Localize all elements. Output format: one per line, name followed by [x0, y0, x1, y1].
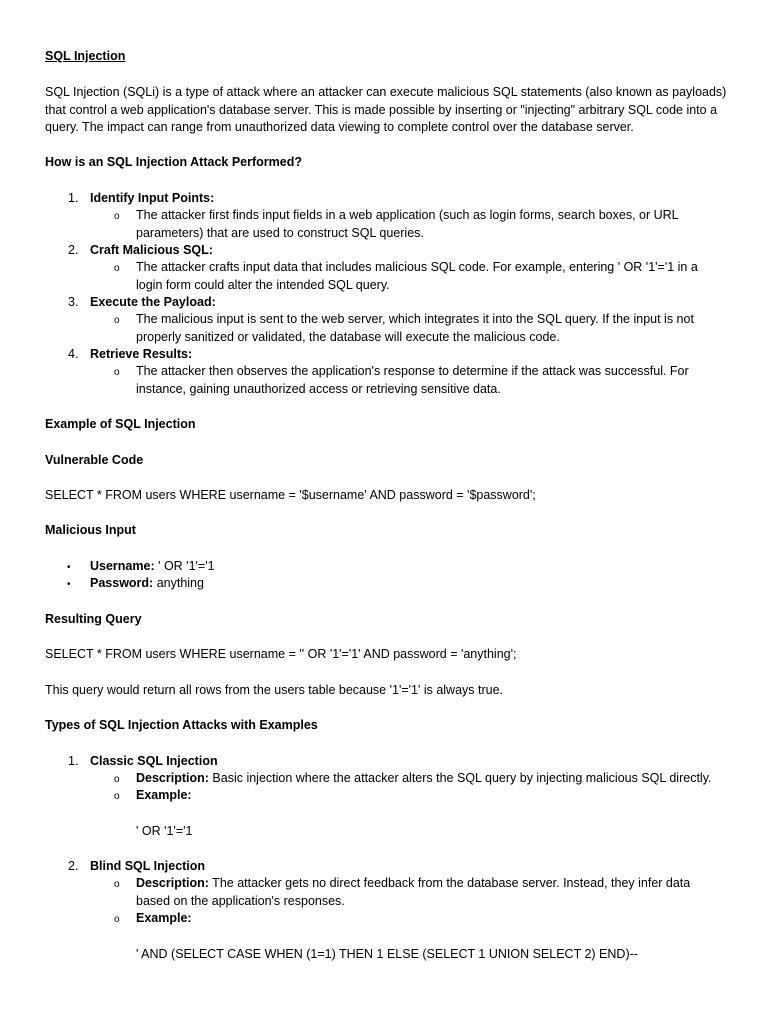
types-heading: Types of SQL Injection Attacks with Examples	[45, 718, 318, 732]
resulting-query-heading: Resulting Query	[45, 612, 142, 626]
circle-bullet-icon: o	[114, 774, 120, 785]
type-number: 2.	[68, 859, 79, 873]
step-title: Craft Malicious SQL:	[90, 243, 213, 257]
type-description	[136, 875, 726, 910]
step-title: Retrieve Results:	[90, 347, 193, 361]
resulting-query-note: This query would return all rows from the users table because '1'='1' is always true.	[45, 683, 504, 697]
type-title: Classic SQL Injection	[90, 754, 218, 768]
circle-bullet-icon: o	[114, 263, 120, 274]
step-description: The attacker first finds input fields in a web application (such as login forms, search boxes, or URL parameters) that are used to construct SQL queries.	[136, 208, 679, 240]
step-number: 4.	[68, 347, 79, 361]
circle-bullet-icon: o	[114, 211, 120, 222]
input-label: Password:	[90, 576, 154, 590]
step-title: Identify Input Points:	[90, 191, 215, 205]
step-number: 2.	[68, 243, 79, 257]
input-value: anything	[153, 576, 204, 590]
type-number: 1.	[68, 754, 79, 768]
example-label: Example:	[136, 911, 192, 925]
type-example-code: ' AND (SELECT CASE WHEN (1=1) THEN 1 ELSE (SELECT 1 UNION SELECT 2) END)--	[136, 947, 638, 961]
description-text: The attacker gets no direct feedback from the database server. Instead, they infer data based on the application's responses.	[136, 876, 691, 908]
input-label: Username:	[90, 559, 155, 573]
type-example-code: ' OR '1'='1	[136, 824, 193, 838]
input-item-password	[90, 575, 204, 593]
how-heading: How is an SQL Injection Attack Performed?	[45, 155, 302, 169]
type-description	[136, 770, 726, 788]
description-text: Basic injection where the attacker alters the SQL query by injecting malicious SQL directly.	[208, 771, 712, 785]
bullet-icon: •	[67, 579, 71, 590]
circle-bullet-icon: o	[114, 367, 120, 378]
bullet-icon: •	[67, 562, 71, 573]
circle-bullet-icon: o	[114, 879, 120, 890]
step-title: Execute the Payload:	[90, 295, 216, 309]
vulnerable-code-heading: Vulnerable Code	[45, 453, 144, 467]
resulting-query: SELECT * FROM users WHERE username = '' OR '1'='1' AND password = 'anything';	[45, 647, 517, 661]
description-label: Description:	[136, 771, 209, 785]
malicious-input-heading: Malicious Input	[45, 523, 136, 537]
step-number: 3.	[68, 295, 79, 309]
step-description: The attacker crafts input data that includes malicious SQL code. For example, entering ' OR '1'='1 in a login form could alter the intended SQL query.	[136, 260, 698, 292]
step-number: 1.	[68, 191, 79, 205]
example-label: Example:	[136, 788, 192, 802]
document-title: SQL Injection	[45, 49, 126, 63]
input-value: ' OR '1'='1	[154, 559, 215, 573]
step-description: The malicious input is sent to the web server, which integrates it into the SQL query. If the input is not properly sanitized or validated, the database will execute the malicious code.	[136, 312, 694, 344]
vulnerable-code: SELECT * FROM users WHERE username = '$username' AND password = '$password';	[45, 488, 536, 502]
circle-bullet-icon: o	[114, 914, 120, 925]
type-title: Blind SQL Injection	[90, 859, 206, 873]
intro-paragraph: SQL Injection (SQLi) is a type of attack where an attacker can execute malicious SQL statements (also known as payloads) that control a web application's database server. This is made possible by inserting or "injecting" arbitrary SQL code into a query. The impact can range from unauthorized data viewing to complete control over the database server.	[45, 85, 727, 134]
description-label: Description:	[136, 876, 209, 890]
input-item-username	[90, 558, 215, 576]
step-description: The attacker then observes the application's response to determine if the attack was successful. For instance, gaining unauthorized access or retrieving sensitive data.	[136, 364, 689, 396]
circle-bullet-icon: o	[114, 791, 120, 802]
circle-bullet-icon: o	[114, 315, 120, 326]
example-heading: Example of SQL Injection	[45, 417, 196, 431]
